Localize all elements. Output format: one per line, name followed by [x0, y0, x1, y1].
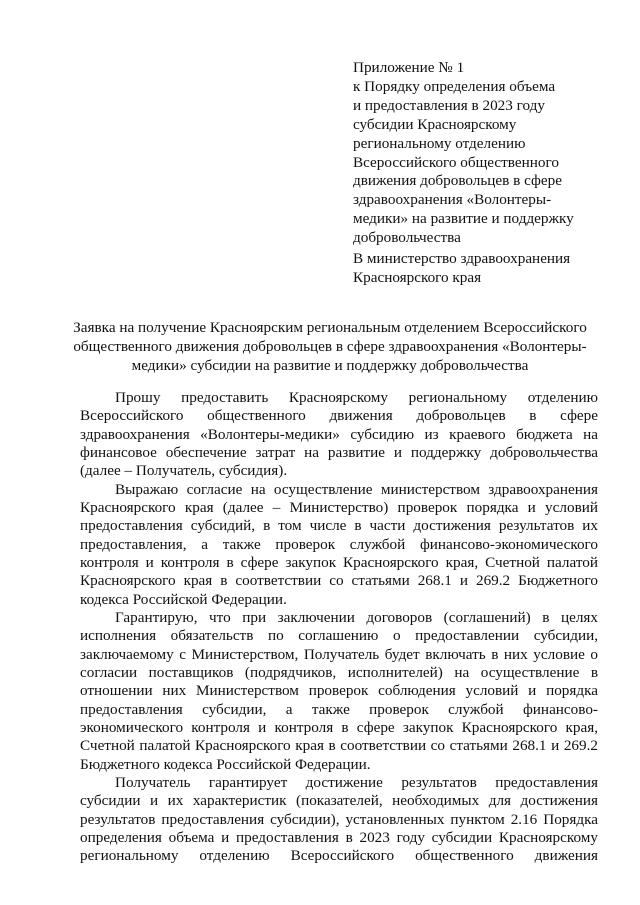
- document-title: [62, 318, 598, 375]
- appendix-line: добровольчества: [353, 229, 461, 247]
- body-paragraph: Получатель гарантирует достижение результатов предоставления субсидии и их характеристик (показателей, необходимых для достижения результатов предоставления субсидии), установленных пунктом 2.16 Порядка определения объема и предоставления в 2023 году субсидии Красноярскому региональному отделению Всероссийского общественного движения: [80, 774, 598, 865]
- appendix-line: к Порядку определения объема: [353, 77, 556, 95]
- appendix-line: Всероссийского общественного: [353, 153, 559, 171]
- appendix-line: субсидии Красноярскому: [353, 115, 517, 133]
- appendix-line: движения добровольцев в сфере: [353, 172, 562, 190]
- appendix-line: медики» на развитие и поддержку: [353, 210, 574, 228]
- body-paragraph: Выражаю согласие на осуществление министерством здравоохранения Красноярского края (далее – Министерство) проверок порядка и условий предоставления субсидий, в том числе в части достижения результатов их предоставления, а также проверок службой финансово-экономического контроля и контроля в сфере закупок Красноярского края, Счетной палатой Красноярского края в соответствии со статьями 268.1 и 269.2 Бюджетного кодекса Российской Федерации.: [80, 480, 598, 608]
- appendix-line: здравоохранения «Волонтеры-: [353, 191, 552, 209]
- appendix-line: и предоставления в 2023 году: [353, 96, 545, 114]
- addressee-line: Красноярского края: [353, 268, 482, 286]
- appendix-line: Приложение № 1: [353, 59, 465, 76]
- document-body: [80, 389, 598, 866]
- title-line: медики» субсидии на развитие и поддержку добровольчества: [131, 357, 529, 374]
- addressee-block: [353, 250, 615, 288]
- body-paragraph: Гарантирую, что при заключении договоров (соглашений) в целях исполнения обязательств по соглашению о предоставлении субсидии, заключаемому с Министерством, Получатель будет включать в них условие о согласии поставщиков (подрядчиков, исполнителей) на осуществление в отношении них Министерством проверок соблюдения условий и порядка предоставления субсидии, а также проверок службой финансово-экономического контроля и контроля в сфере закупок Красноярского края, Счетной палатой Красноярского края в соответствии со статьями 268.1 и 269.2 Бюджетного кодекса Российской Федерации.: [80, 609, 598, 773]
- appendix-line: региональному отделению: [353, 134, 526, 152]
- body-paragraph: Прошу предоставить Красноярскому региональному отделению Всероссийского общественного движения добровольцев в сфере здравоохранения «Волонтеры-медики» субсидию из краевого бюджета на финансовое обеспечение затрат на развитие и поддержку добровольчества (далее – Получатель, субсидия).: [80, 389, 598, 480]
- appendix-note: [353, 59, 615, 248]
- addressee-line: В министерство здравоохранения: [353, 250, 571, 267]
- title-line: Заявка на получение Красноярским региональным отделением Всероссийского: [73, 319, 587, 336]
- title-line: общественного движения добровольцев в сфере здравоохранения «Волонтеры-: [73, 338, 587, 355]
